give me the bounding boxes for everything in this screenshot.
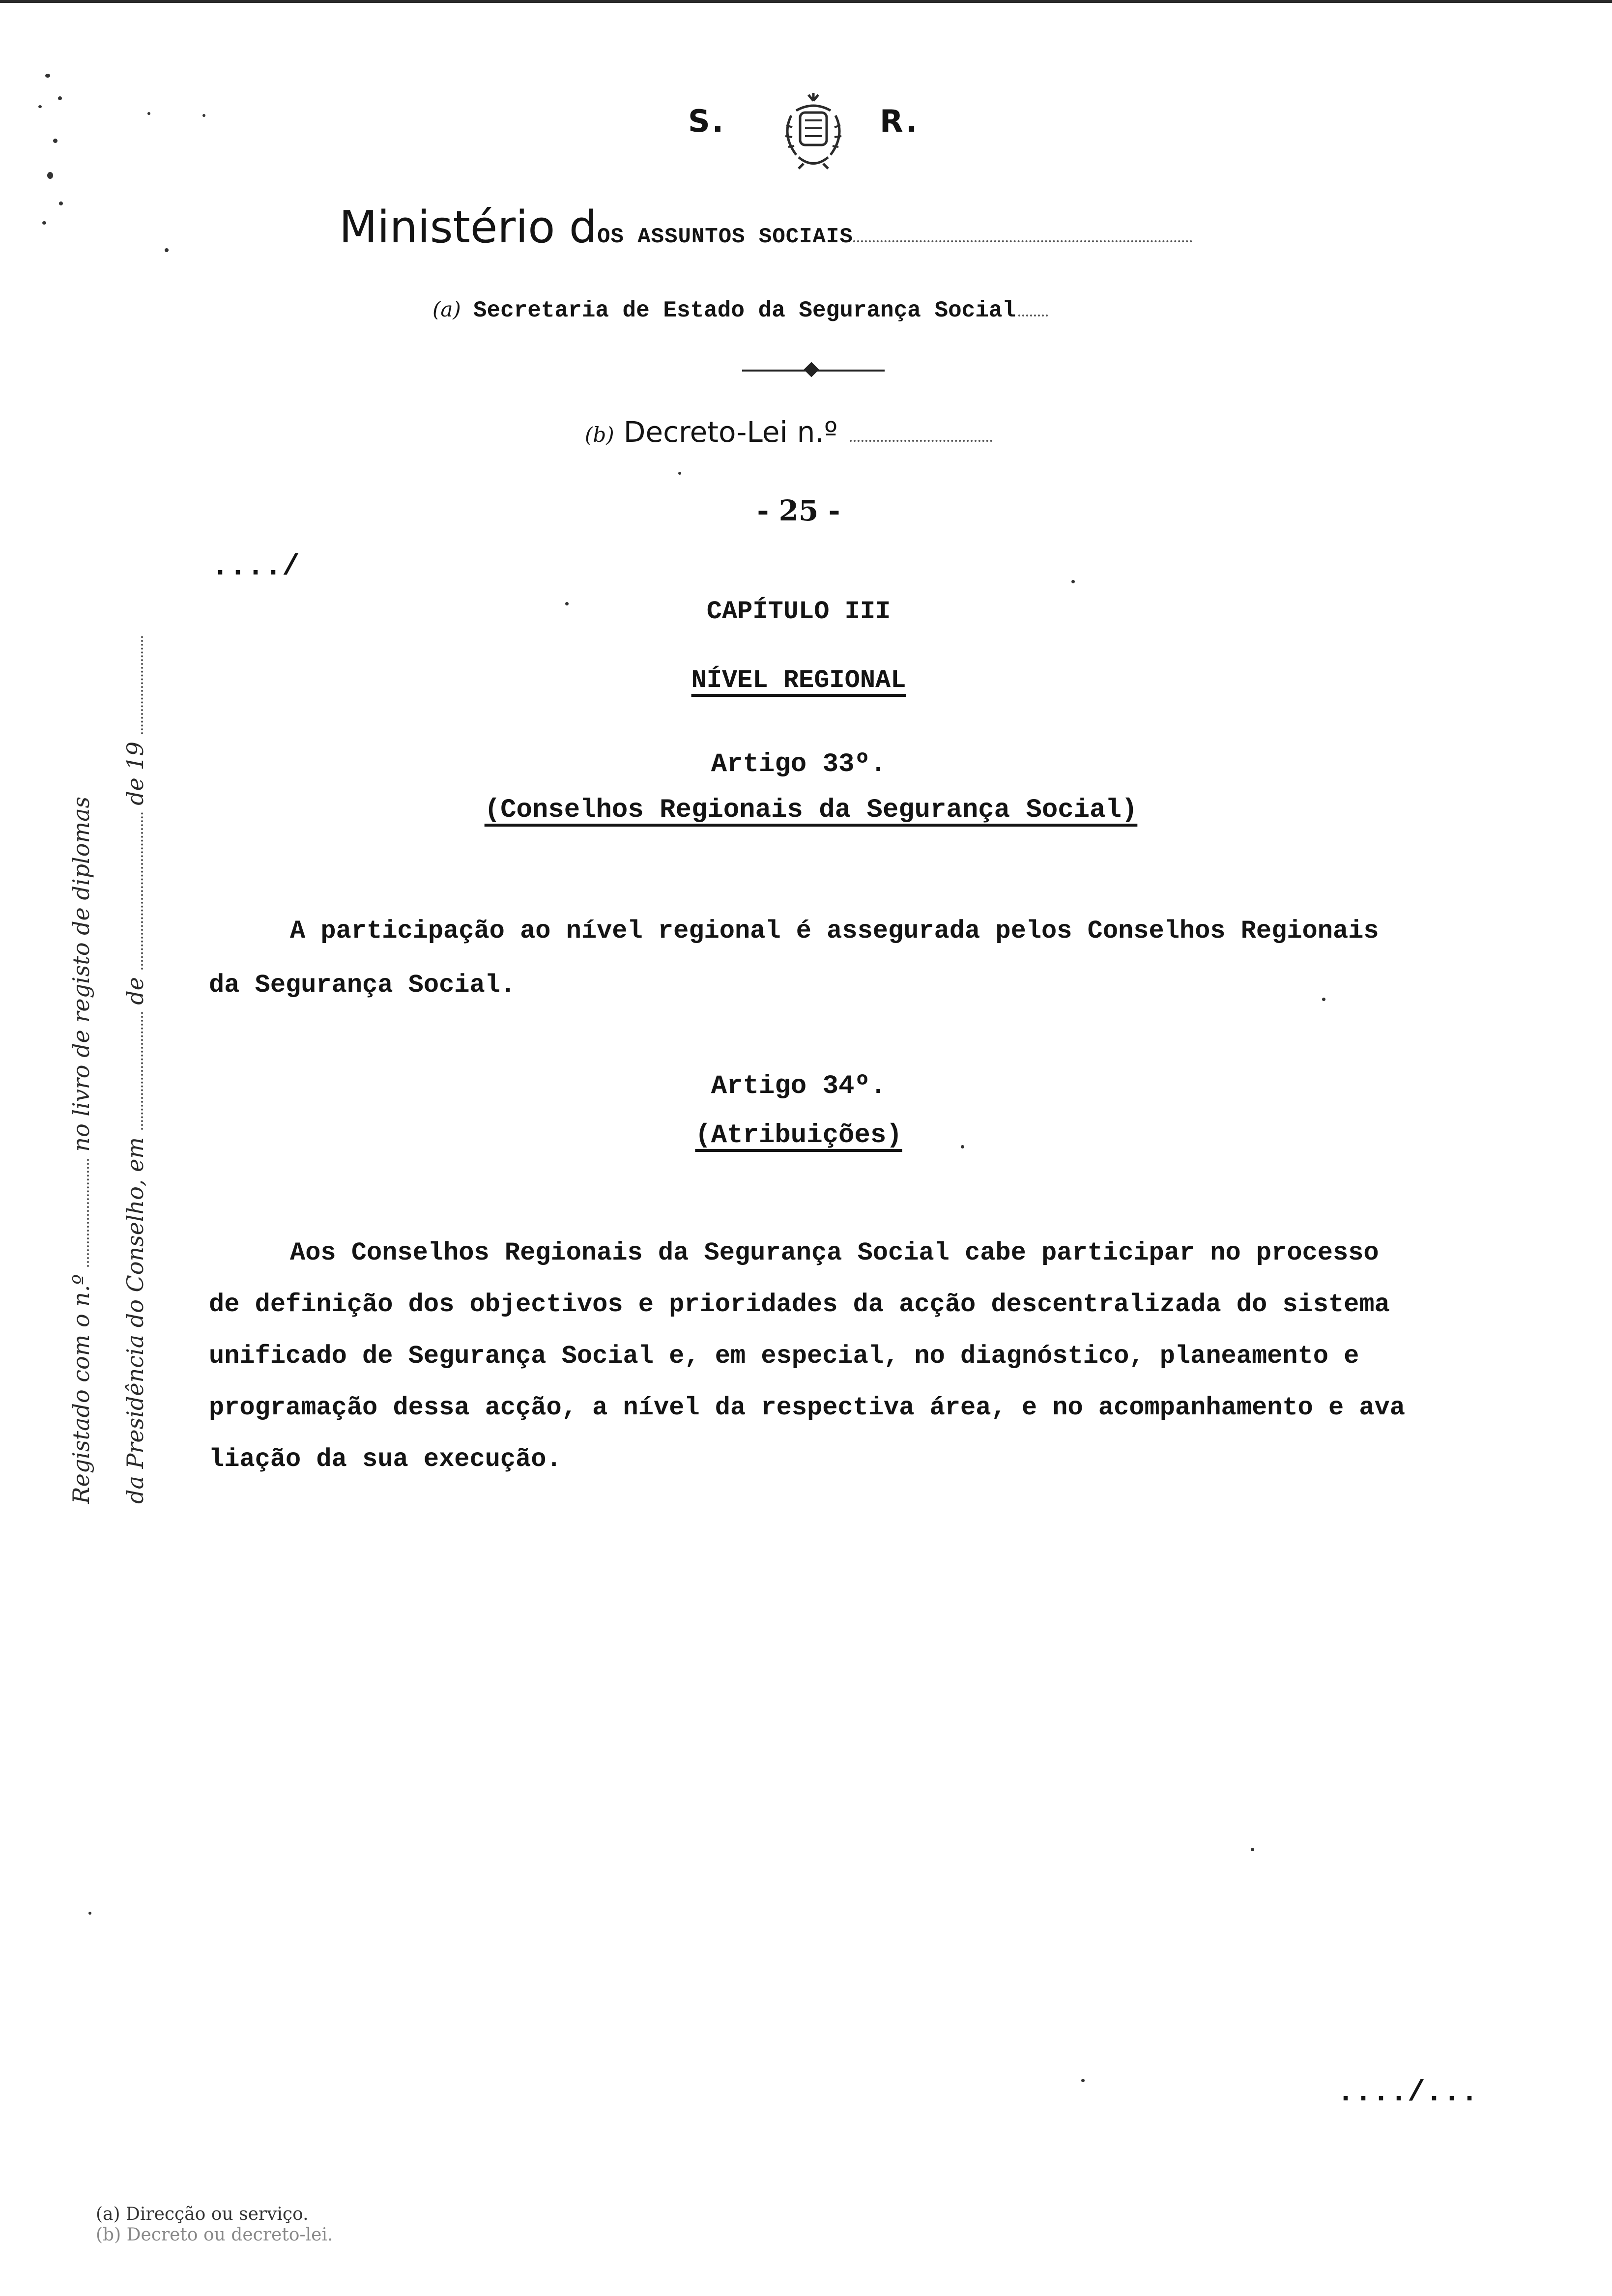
decree-line — [585, 415, 992, 449]
ministry-prefix: Ministério d — [339, 201, 598, 253]
article-34-line-5: liação da sua execução. — [209, 1445, 562, 1474]
separator-diamond-icon — [804, 362, 819, 377]
decree-marker: (b) — [585, 423, 614, 447]
article-34-heading: (Atribuições) — [695, 1120, 902, 1150]
margin-note-registado: Registado com o n.º — [68, 1274, 94, 1504]
decree-label: Decreto-Lei — [623, 415, 788, 449]
decree-number-label: n.º — [797, 415, 838, 449]
footnote-a: (a) Direcção ou serviço. — [96, 2204, 309, 2224]
margin-note-de: de — [122, 977, 148, 1005]
page-number: - 25 - — [757, 494, 840, 527]
article-33-line-2: da Segurança Social. — [209, 971, 516, 1000]
article-34-number: Artigo 34º. — [711, 1071, 887, 1101]
secretariat-name: Secretaria de Estado da Segurança Social — [473, 298, 1016, 323]
continuation-top: ..../ — [211, 550, 300, 584]
continuation-bottom: ..../... — [1337, 2076, 1479, 2110]
secretariat-line — [432, 297, 1048, 323]
secretariat-marker: (a) — [432, 297, 461, 321]
ministry-line — [339, 201, 1192, 253]
margin-note-livro: no livro de registo de diplomas — [68, 796, 94, 1152]
margin-registration-note — [54, 619, 202, 1504]
letterhead-left-letter: S. — [688, 103, 726, 139]
decree-number-dotted-line — [850, 440, 992, 442]
secretariat-dotted-line — [1018, 315, 1048, 316]
article-34-line-3: unificado de Segurança Social e, em especial, no diagnóstico, planeamento e — [209, 1342, 1359, 1371]
letterhead-right-letter: R. — [880, 103, 920, 139]
ministry-dotted-line — [853, 240, 1192, 242]
article-33-line-1: A participação ao nível regional é assegurada pelos Conselhos Regionais — [290, 917, 1379, 946]
chapter-title: CAPÍTULO III — [706, 597, 891, 626]
article-34-line-4: programação dessa acção, a nível da respectiva área, e no acompanhamento e ava — [209, 1393, 1405, 1422]
article-33-number: Artigo 33º. — [711, 749, 887, 779]
footnote-b: (b) Decreto ou decreto-lei. — [96, 2225, 333, 2245]
top-border-rule — [0, 0, 1612, 3]
margin-note-presidencia: da Presidência do Conselho, em — [122, 1137, 148, 1504]
footnotes — [96, 2204, 333, 2245]
chapter-subtitle: NÍVEL REGIONAL — [691, 666, 906, 695]
margin-note-de-19: de 19 — [122, 741, 148, 805]
article-33-heading: (Conselhos Regionais da Segurança Social) — [484, 795, 1138, 825]
ministry-name: OS ASSUNTOS SOCIAIS — [597, 225, 853, 249]
coat-of-arms-icon — [777, 91, 850, 174]
article-34-line-2: de definição dos objectivos e prioridades da acção descentralizada do sistema — [209, 1290, 1390, 1319]
article-34-line-1: Aos Conselhos Regionais da Segurança Social cabe participar no processo — [290, 1238, 1379, 1267]
